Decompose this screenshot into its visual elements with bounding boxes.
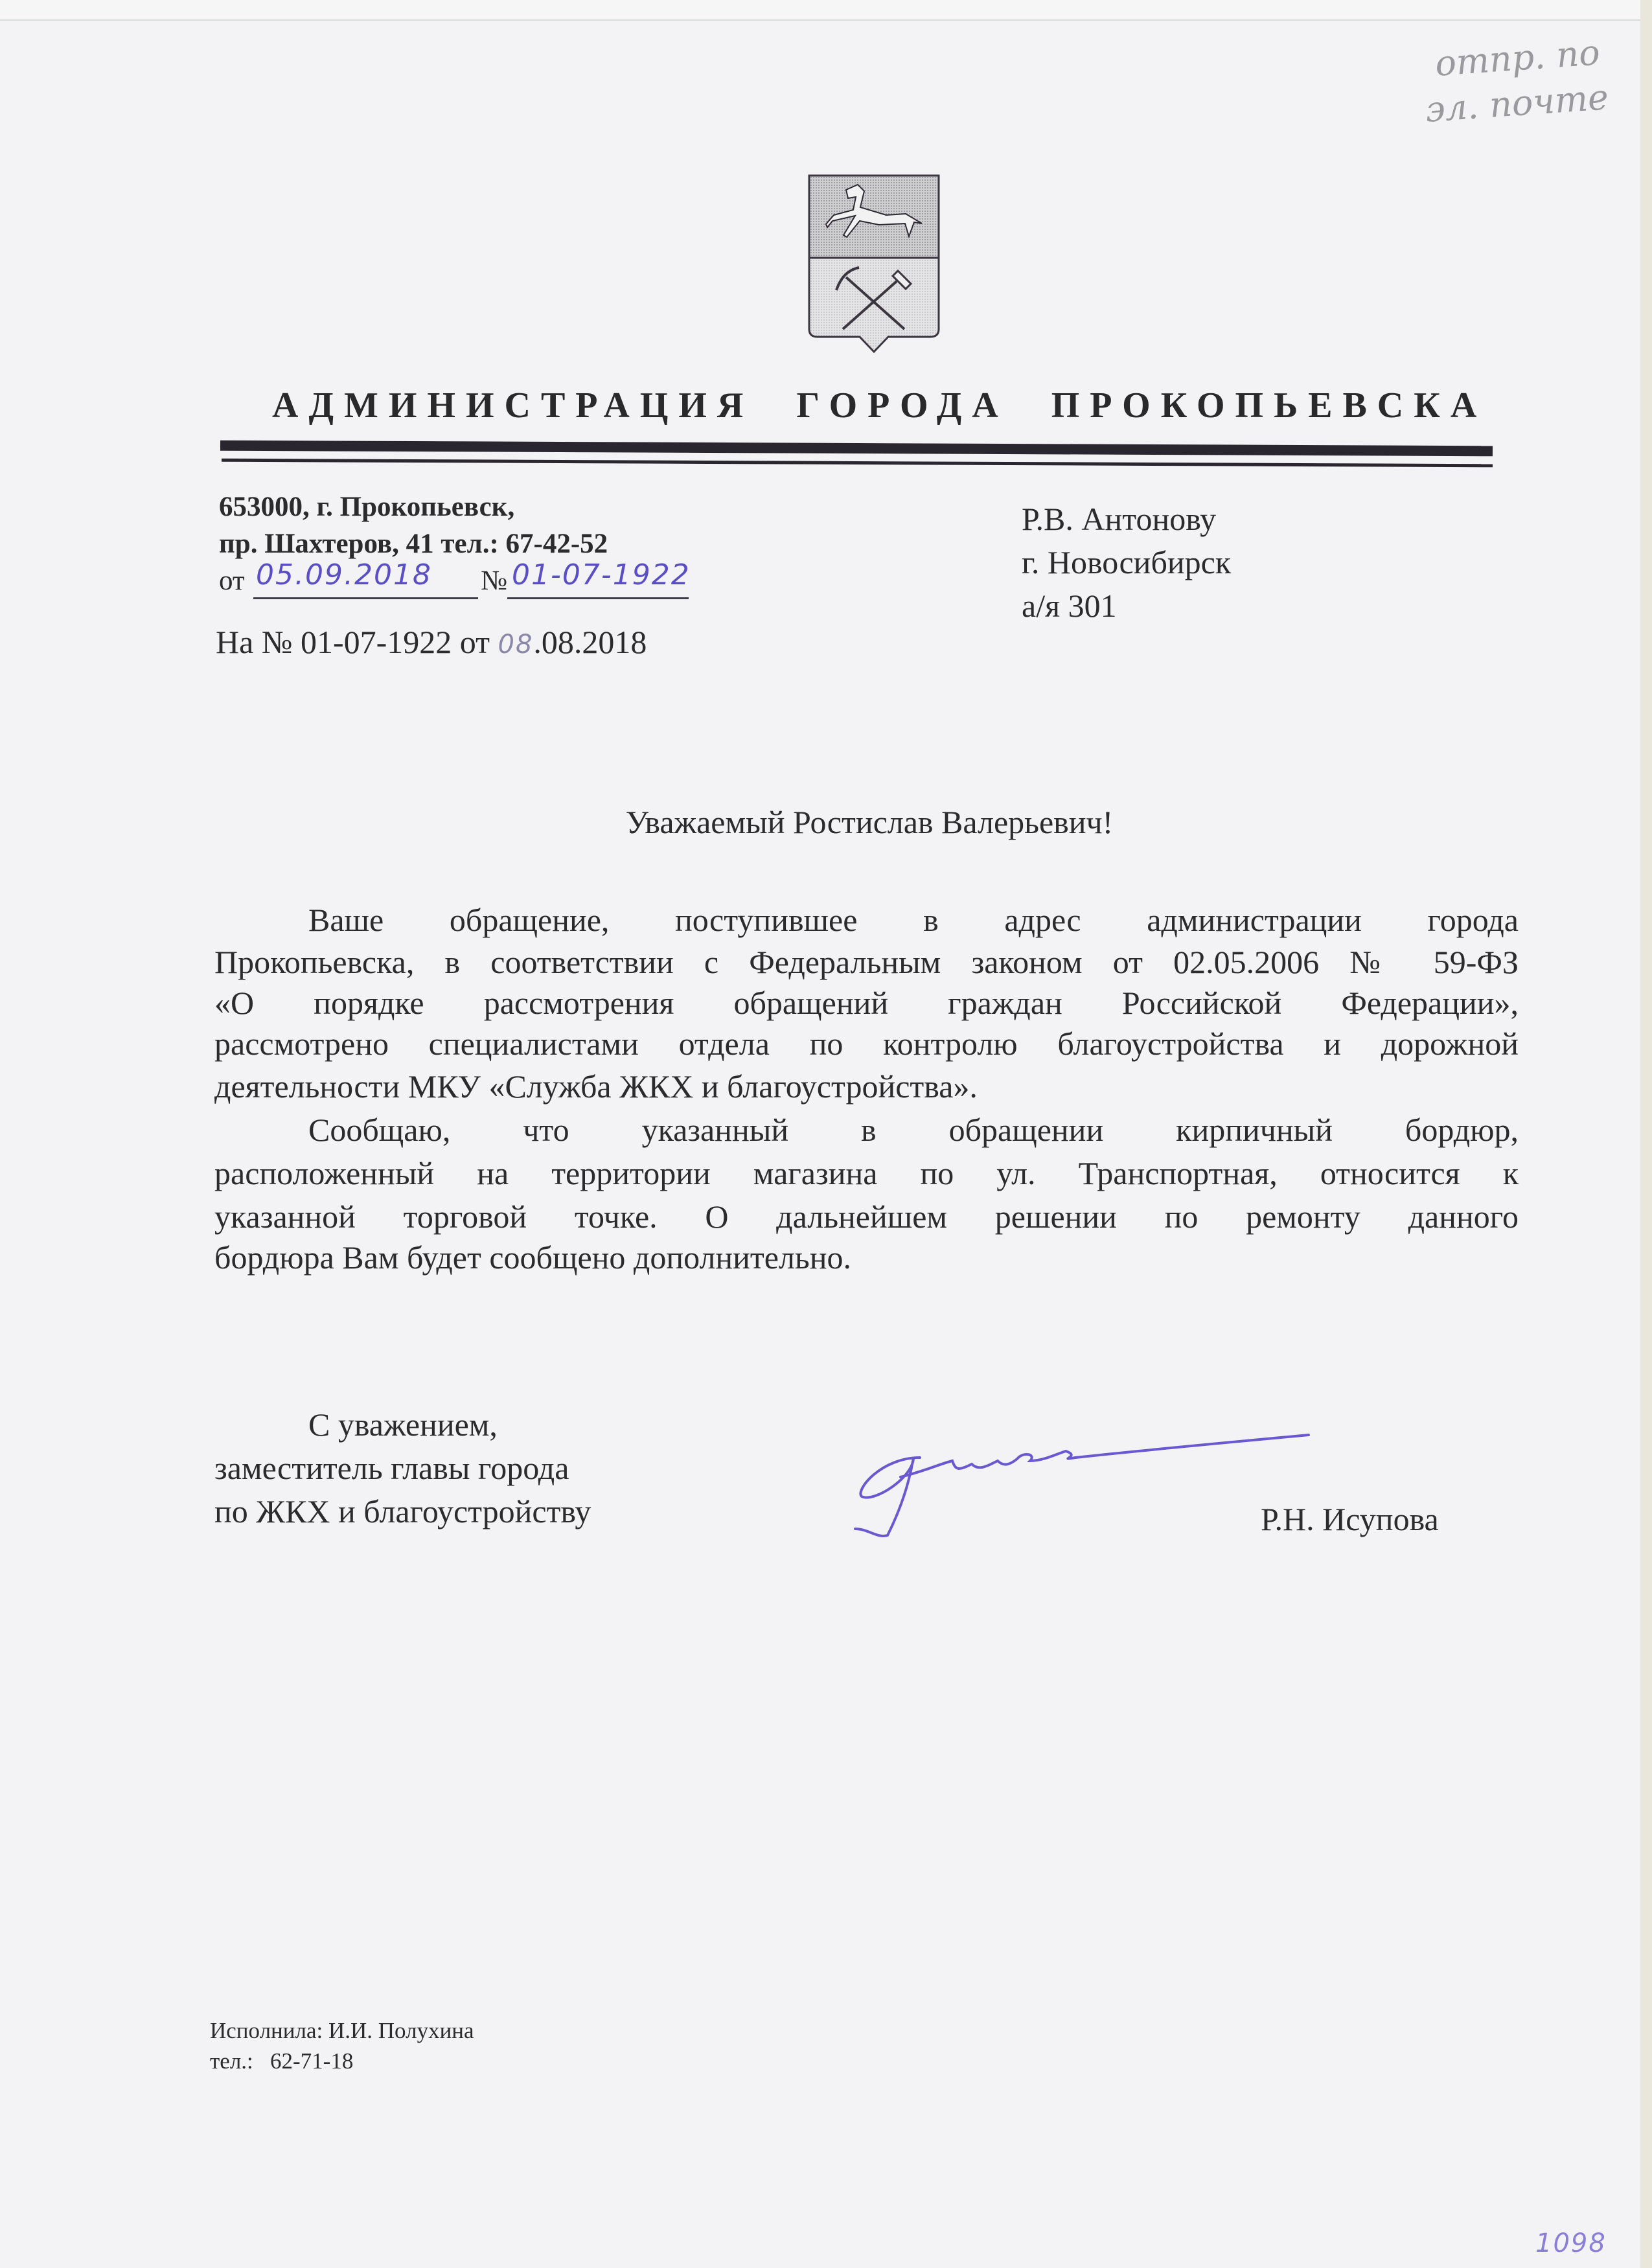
executor-phone: тел.: 62-71-18 [210,2048,354,2074]
closing-regards: С уважением, [308,1406,498,1443]
signer-position-line2: по ЖКХ и благоустройству [214,1493,591,1529]
greeting: Уважаемый Ростислав Валерьевич! [625,804,1114,840]
reply-day-handwritten: 08 [498,630,534,659]
pencil-note-line2: эл. почте [1424,76,1610,130]
body-line: Прокопьевска, в соответствии с Федеральным законом от 02.05.2006 № 59-ФЗ [214,944,1519,980]
reply-date-rest: .08.2018 [533,624,647,660]
recipient-name: Р.В. Антонову [1022,501,1217,537]
corner-handwritten-note: 1098 [1535,2228,1607,2258]
scan-top-edge [0,0,1640,21]
signer-name: Р.Н. Исупова [1261,1501,1439,1537]
outgoing-number-handwritten: 01-07-1922 [512,558,691,591]
body-line: бордюра Вам будет сообщено дополнительно. [214,1239,851,1276]
sender-address-line2: пр. Шахтеров, 41 тел.: 67-42-52 [219,529,608,559]
body-line: «О порядке рассмотрения обращений граждан Российской Федерации», [214,985,1519,1021]
body-line: рассмотрено специалистами отдела по контролю благоустройства и дорожной [214,1025,1519,1062]
scan-right-edge [1640,0,1652,2268]
recipient-box: а/я 301 [1022,588,1117,624]
body-line: Сообщаю, что указанный в обращении кирпичный бордюр, [308,1112,1519,1148]
body-line: указанной торговой точке. О дальнейшем решении по ремонту данного [214,1198,1519,1235]
body-line: расположенный на территории магазина по ул. Транспортная, относится к [214,1155,1519,1191]
recipient-city: г. Новосибирск [1022,544,1232,580]
header-rule-thin [222,459,1493,468]
organization-title: АДМИНИСТРАЦИЯ ГОРОДА ПРОКОПЬЕВСКА [272,385,1487,426]
body-line: деятельности МКУ «Служба ЖКХ и благоустройства». [214,1068,978,1105]
date-underline [253,597,478,599]
outgoing-date-handwritten: 05.09.2018 [256,558,432,591]
body-line: Ваше обращение, поступившее в адрес администрации города [308,902,1519,938]
header-rule-thick [220,441,1493,457]
outgoing-date-label: от [219,566,245,596]
reply-reference [216,623,647,661]
signer-position-line1: заместитель главы города [214,1450,569,1486]
outgoing-number-label: № [481,566,508,596]
signature-icon [842,1432,1335,1542]
executor-name: Исполнила: И.И. Полухина [210,2018,474,2043]
sender-address-line1: 653000, г. Прокопьевск, [219,492,515,522]
pencil-note-line1: отпр. по [1434,32,1601,84]
number-underline [507,597,689,599]
coat-of-arms-icon [807,174,941,355]
reply-prefix: На № 01-07-1922 от [216,624,490,660]
